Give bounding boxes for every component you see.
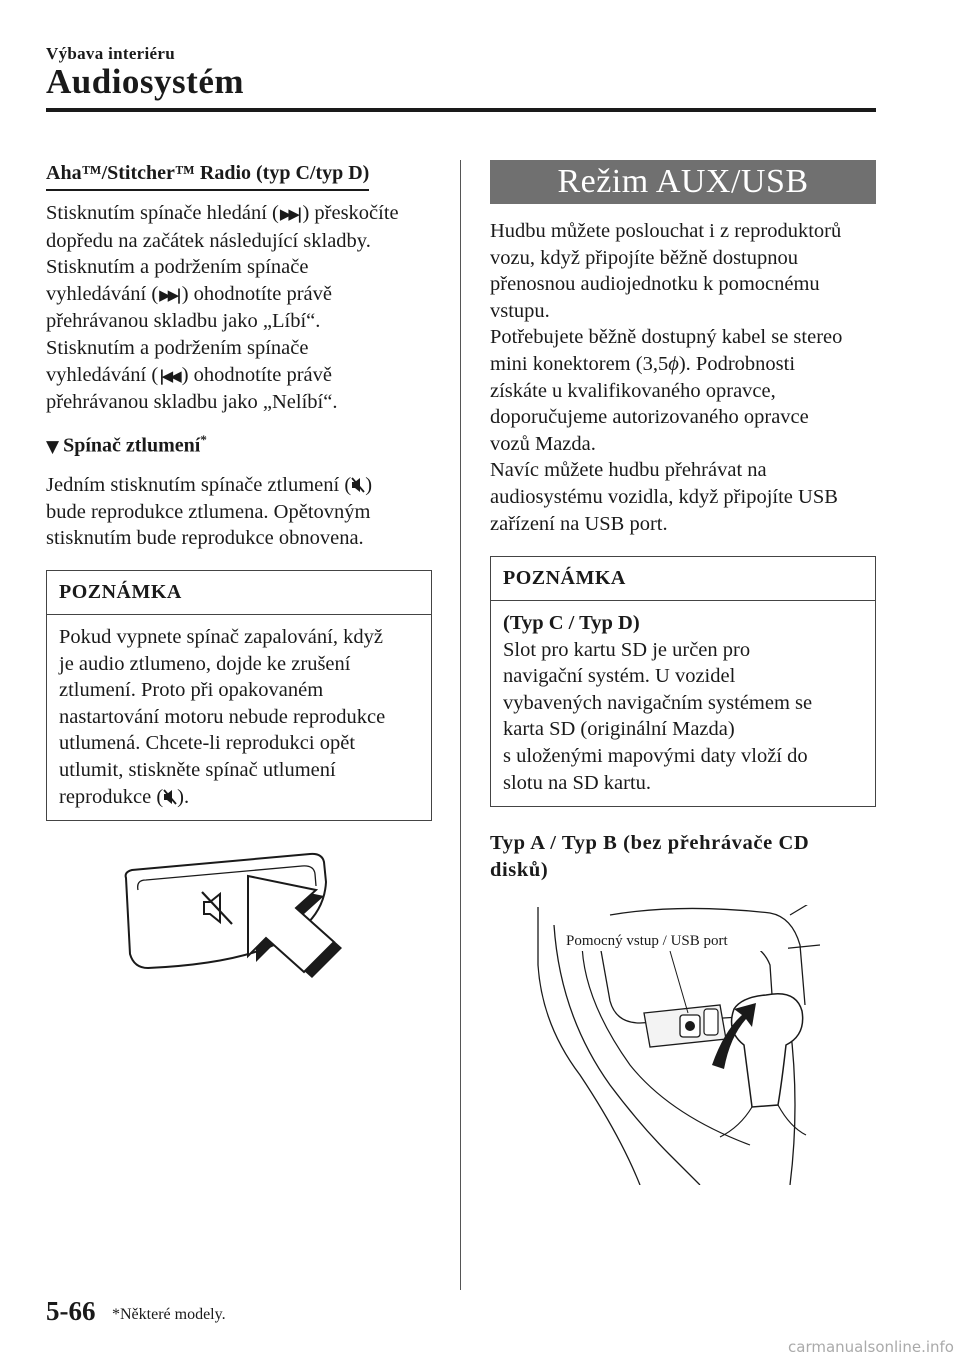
text-line: přehrávanou skladbu jako „Nelíbí“. (46, 391, 338, 414)
aux-jack-icon (685, 1021, 695, 1031)
text-line: Typ A / Typ B (bez přehrávače CD (490, 832, 810, 854)
text-line: reprodukce ( ). (59, 785, 190, 808)
mute-paragraph (46, 472, 446, 552)
text-line: Pokud vypnete spínač zapalování, když (59, 626, 383, 648)
track-back-icon: |◀◀ (159, 366, 179, 385)
text-line: Potřebujete běžně dostupný kabel se stereo (490, 326, 843, 349)
note-body (491, 601, 875, 806)
note-title: POZNÁMKA (491, 557, 875, 601)
mute-icon (351, 477, 365, 493)
text-line: nastartování motoru nebude reprodukce (59, 705, 386, 728)
text-line: je audio ztlumeno, dojde ke zrušení (59, 652, 351, 675)
mute-switch-heading: ▼ Spínač ztlumení* (46, 432, 207, 457)
text-line: stisknutím bude reprodukce obnovena. (46, 527, 364, 550)
text-line: získáte u kvalifikovaného opravce, (490, 379, 776, 402)
text-line: Stisknutím spínače hledání (▶▶| ) přeskočíte (46, 202, 399, 224)
text-line: vstupu. (490, 299, 550, 322)
aux-usb-console-figure (520, 905, 820, 1185)
text-line: vozů Mazda. (490, 432, 596, 455)
text-line: vozu, když připojíte běžně dostupnou (490, 246, 799, 269)
text-line: Navíc můžete hudbu přehrávat na (490, 459, 767, 482)
footnote-marker: * (200, 432, 207, 447)
header-rule (46, 108, 876, 112)
text-line: vybavených navigačním systémem se (503, 691, 813, 714)
mute-icon (163, 789, 177, 805)
aux-usb-paragraph (490, 218, 880, 537)
text-line: Stisknutím a podržením spínače (46, 256, 309, 279)
diameter-symbol: ϕ (668, 352, 679, 375)
text-line: dopředu na začátek následující skladby. (46, 229, 371, 252)
track-forward-icon: ▶▶| (159, 285, 179, 304)
text-line: vyhledávání (▶▶| ) ohodnotíte právě (46, 282, 332, 305)
page-title: Audiosystém (46, 62, 245, 101)
text-line: mini konektorem (3,5ϕ). Podrobnosti (490, 352, 796, 375)
footnote: *Některé modely. (112, 1306, 226, 1323)
text-line: Jedním stisknutím spínače ztlumení ( ) (46, 474, 373, 496)
track-forward-icon: ▶▶| (279, 205, 300, 223)
text-line: Hudbu můžete poslouchat i z reproduktorů (490, 220, 842, 242)
text-line: bude reprodukce ztlumena. Opětovným (46, 500, 371, 523)
mute-button-figure (110, 850, 370, 980)
text-line: (Typ C / Typ D) (503, 612, 640, 634)
triangle-bullet-icon: ▼ (46, 436, 60, 457)
text-line: Slot pro kartu SD je určen pro (503, 638, 751, 661)
text-line: Stisknutím a podržením spínače (46, 336, 309, 359)
text-line: karta SD (originální Mazda) (503, 718, 735, 741)
figure-label: Pomocný vstup / USB port (566, 933, 728, 949)
note-box-sd (490, 556, 876, 807)
type-heading (490, 830, 809, 884)
text-line: disků) (490, 859, 549, 881)
pointing-arrow-icon (248, 876, 342, 978)
text-line: utlumit, stiskněte spínač utlumení (59, 758, 336, 781)
text-line: navigační systém. U vozidel (503, 665, 736, 688)
column-divider (460, 160, 461, 1290)
page-number: 5-66 (46, 1296, 96, 1326)
text-line: utlumená. Chcete-li reprodukci opět (59, 732, 356, 755)
text-line: audiosystému vozidla, když připojíte USB (490, 485, 838, 508)
subsection-heading: Aha™/Stitcher™ Radio (typ C/typ D) (46, 162, 369, 191)
section-breadcrumb: Výbava interiéru (46, 44, 175, 63)
text-line: přenosnou audiojednotku k pomocnému (490, 273, 820, 296)
note-box-mute (46, 570, 432, 821)
section-banner: Režim AUX/USB (490, 160, 876, 204)
text-line: vyhledávání (|◀◀ ) ohodnotíte právě (46, 363, 332, 386)
aha-stitcher-paragraph (46, 200, 446, 416)
text-line: ztlumení. Proto při opakovaném (59, 679, 324, 702)
text-line: slotu na SD kartu. (503, 771, 652, 794)
text-line: zařízení na USB port. (490, 512, 668, 535)
text-line: přehrávanou skladbu jako „Líbí“. (46, 310, 321, 333)
note-title: POZNÁMKA (47, 571, 431, 615)
note-body (47, 615, 431, 820)
watermark: carmanualsonline.info (788, 1338, 954, 1356)
text-line: doporučujeme autorizovaného opravce (490, 406, 809, 429)
text-line: s uloženými mapovými daty vloží do (503, 744, 808, 767)
